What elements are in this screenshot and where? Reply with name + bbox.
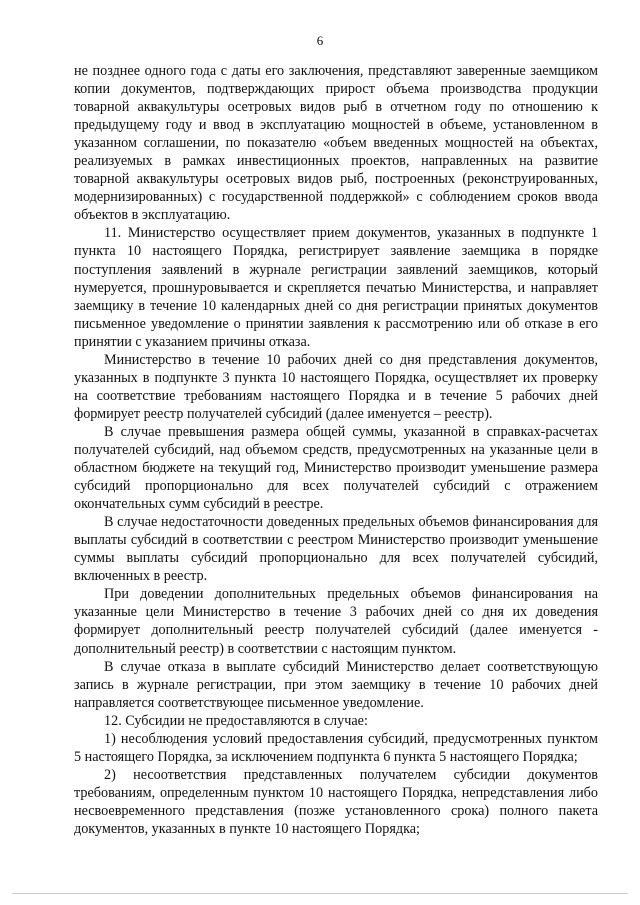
bottom-scan-line	[12, 893, 628, 894]
paragraph-item-12: 12. Субсидии не предоставляются в случае:	[104, 712, 368, 729]
paragraph-refusal: В случае отказа в выплате субсидий Министерство делает соответствующую запись в журнале регистрации, при этом заемщику в течение 10 рабочих дней направляется соответствующее письменное уведомление.	[74, 658, 598, 711]
paragraph-insufficient-funding: В случае недостаточности доведенных предельных объемов финансирования для выплаты субсидий в соответствии с реестром Министерство производит уменьшение суммы выплаты субсидий пропорционально для всех получателей субсидий, включенных в реестр.	[74, 514, 598, 585]
list-item-1: 1) несоблюдения условий предоставления субсидий, предусмотренных пунктом 5 настоящего Порядка, за исключением подпункта 6 пункта 5 настоящего Порядка;	[74, 730, 598, 765]
paragraph-excess-amount: В случае превышения размера общей суммы, указанной в справках-расчетах получателей субсидий, над объемом средств, предусмотренных на указанные цели в областном бюджете на текущий год, Министерство производит уменьшение размера субсидий пропорционально для всех получателей субсидий с отражением окончательных сумм субсидий в реестре.	[74, 423, 598, 513]
paragraph-continuation: не позднее одного года с даты его заключения, представляют заверенные заемщиком копии документов, подтверждающих прирост объема производства продукции товарной аквакультуры осетровых видов рыб в отчетном году по отношению к предыдущему году и ввод в эксплуатацию мощностей в объеме, установленном в указанном соглашении, по показателю «объем введенных мощностей на объектах, реализуемых в рамках инвестиционных проектов, направленных на развитие товарной аквакультуры осетровых видов рыб, построенных (реконструированных, модернизированных) с государственной поддержкой» с соблюдением сроков ввода объектов в эксплуатацию.	[74, 63, 598, 224]
page-number: 6	[316, 33, 324, 48]
paragraph-additional-registry: При доведении дополнительных предельных объемов финансирования на указанные цели Министерство в течение 3 рабочих дней со дня их доведения формирует дополнительный реестр получателей субсидий (далее именуется - дополнительный реестр) в соответствии с настоящим пунктом.	[74, 586, 598, 657]
paragraph-verification: Министерство в течение 10 рабочих дней со дня представления документов, указанных в подпункте 3 пункта 10 настоящего Порядка, осуществляет их проверку на соответствие требованиям настоящего Порядка и в течение 5 рабочих дней формирует реестр получателей субсидий (далее именуется – реестр).	[74, 351, 598, 422]
document-body	[74, 62, 598, 838]
list-item-2: 2) несоответствия представленных получателем субсидии документов требованиям, определенным пунктом 10 настоящего Порядка, непредставления либо несвоевременного представления (позже установленного срока) полного пакета документов, указанных в пункте 10 настоящего Порядка;	[74, 766, 598, 837]
paragraph-item-11: 11. Министерство осуществляет прием документов, указанных в подпункте 1 пункта 10 настоящего Порядка, регистрирует заявление заемщика в порядке поступления заявлений в журнале регистрации заявлений заемщиков, который нумеруется, прошнуровывается и скрепляется печатью Министерства, и направляет заемщику в течение 10 календарных дней со дня регистрации принятых документов письменное уведомление о принятии заявления к рассмотрению или об отказе в его принятии с указанием причины отказа.	[74, 225, 598, 350]
